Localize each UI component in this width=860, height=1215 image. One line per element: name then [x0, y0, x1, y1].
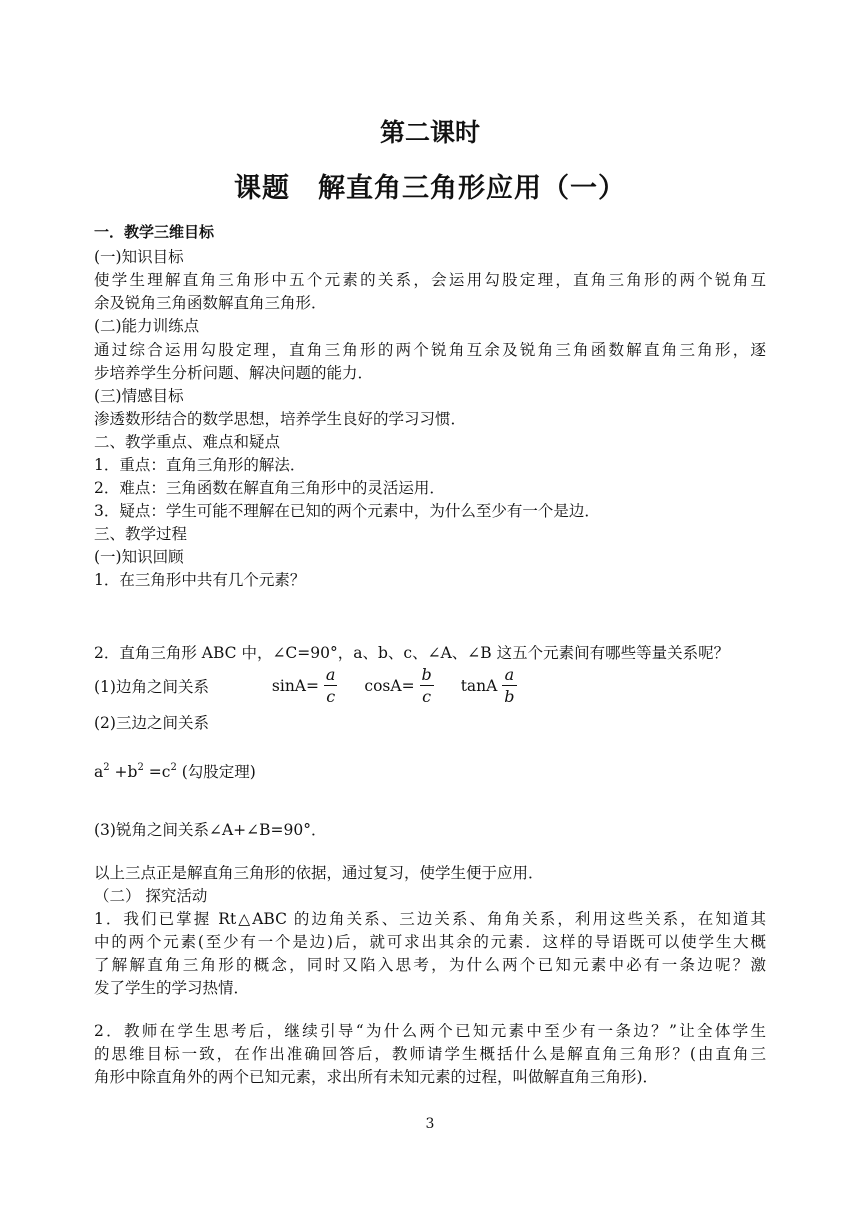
subtitle-prefix: 课题 — [234, 173, 290, 204]
three-sides-relation-label: (2)三边之间关系 — [94, 714, 209, 732]
pyth-note: (勾股定理) — [176, 763, 256, 781]
section3-heading: 三、教学过程 — [94, 525, 188, 543]
knowledge-goal-line2: 余及锐角三角函数解直角三角形． — [94, 294, 327, 312]
lesson-title: 第二课时 — [379, 118, 480, 147]
cos-fraction — [420, 664, 434, 707]
tan-numerator: a — [502, 664, 516, 686]
explore-para1-line2: 中的两个元素(至少有一个是边)后，就可求出其余的元素．这样的导语既可以使学生大概 — [94, 933, 766, 951]
pyth-a: a — [94, 763, 104, 781]
ability-goal-line1: 通过综合运用勾股定理，直角三角形的两个锐角互余及锐角三角函数解直角三角形，逐 — [94, 341, 766, 359]
knowledge-goal-title: (一)知识目标 — [94, 248, 184, 266]
explore-para2-line3: 角形中除直角外的两个已知元素，求出所有未知元素的过程，叫做解直角三角形)． — [94, 1068, 659, 1086]
question-1: 1．在三角形中共有几个元素？ — [94, 571, 306, 589]
pythagorean-formula — [94, 757, 256, 783]
summary-line: 以上三点正是解直角三角形的依据，通过复习，使学生便于应用． — [94, 864, 544, 882]
page-number: 3 — [425, 1116, 435, 1132]
explore-para2-line1: 2．教师在学生思考后，继续引导“为什么两个已知元素中至少有一条边？”让全体学生 — [94, 1022, 766, 1040]
sin-denominator: c — [326, 687, 336, 706]
pyth-square-1: 2 — [103, 762, 110, 773]
explore-para1-line3: 了解解直角三角形的概念，同时又陷入思考，为什么两个已知元素中必有一条边呢？激 — [94, 956, 766, 974]
tan-fraction — [502, 664, 516, 707]
section1-heading: 一．教学三维目标 — [94, 223, 215, 241]
pyth-plus-b: +b — [109, 763, 138, 781]
sin-label: sinA= — [271, 676, 319, 695]
section2-heading: 二、教学重点、难点和疑点 — [94, 433, 281, 451]
explore-para2-line2: 的思维目标一致，在作出准确回答后，教师请学生概括什么是解直角三角形？(由直角三 — [94, 1045, 766, 1063]
difficult-point-item: 2．难点：三角函数在解直角三角形中的灵活运用． — [94, 479, 445, 497]
review-title: (一)知识回顾 — [94, 548, 184, 566]
explore-para1-line1: 1．我们已掌握 Rt△ABC 的边角关系、三边关系、角角关系，利用这些关系，在知道其 — [94, 910, 766, 928]
sin-fraction — [324, 664, 338, 707]
doubt-point-item: 3．疑点：学生可能不理解在已知的两个元素中，为什么至少有一个是边． — [94, 502, 600, 520]
pyth-square-2: 2 — [137, 762, 144, 773]
ability-goal-line2: 步培养学生分析问题、解决问题的能力． — [94, 364, 374, 382]
tan-denominator: b — [504, 687, 515, 706]
key-point-item: 1．重点：直角三角形的解法． — [94, 456, 306, 474]
sin-numerator: a — [325, 665, 336, 684]
cos-label: cosA= — [364, 676, 415, 695]
pyth-eq-c: =c — [143, 763, 171, 781]
cos-numerator: b — [421, 665, 432, 684]
emotion-goal-line1: 渗透数形结合的数学思想，培养学生良好的学习习惯． — [94, 410, 467, 428]
cos-denominator: c — [422, 687, 432, 706]
lesson-subtitle — [0, 166, 860, 205]
tan-label: tanA — [460, 676, 498, 695]
explore-para1-line4: 发了学生的学习热情． — [94, 979, 250, 997]
acute-angle-relation: (3)锐角之间关系∠A+∠B=90°． — [94, 821, 327, 839]
relation-1-label: (1)边角之间关系 — [94, 677, 209, 696]
knowledge-goal-line1: 使学生理解直角三角形中五个元素的关系，会运用勾股定理，直角三角形的两个锐角互 — [94, 271, 766, 289]
side-angle-relation — [94, 664, 517, 707]
subtitle-main: 解直角三角形应用（一） — [318, 173, 626, 204]
pyth-square-3: 2 — [170, 762, 177, 773]
question-2: 2．直角三角形 ABC 中，∠C=90°，a、b、c、∠A、∠B 这五个元素间有哪些等量关系呢？ — [94, 644, 730, 662]
emotion-goal-title: (三)情感目标 — [94, 387, 184, 405]
ability-goal-title: (二)能力训练点 — [94, 317, 200, 335]
explore-title: （二） 探究活动 — [94, 887, 208, 905]
